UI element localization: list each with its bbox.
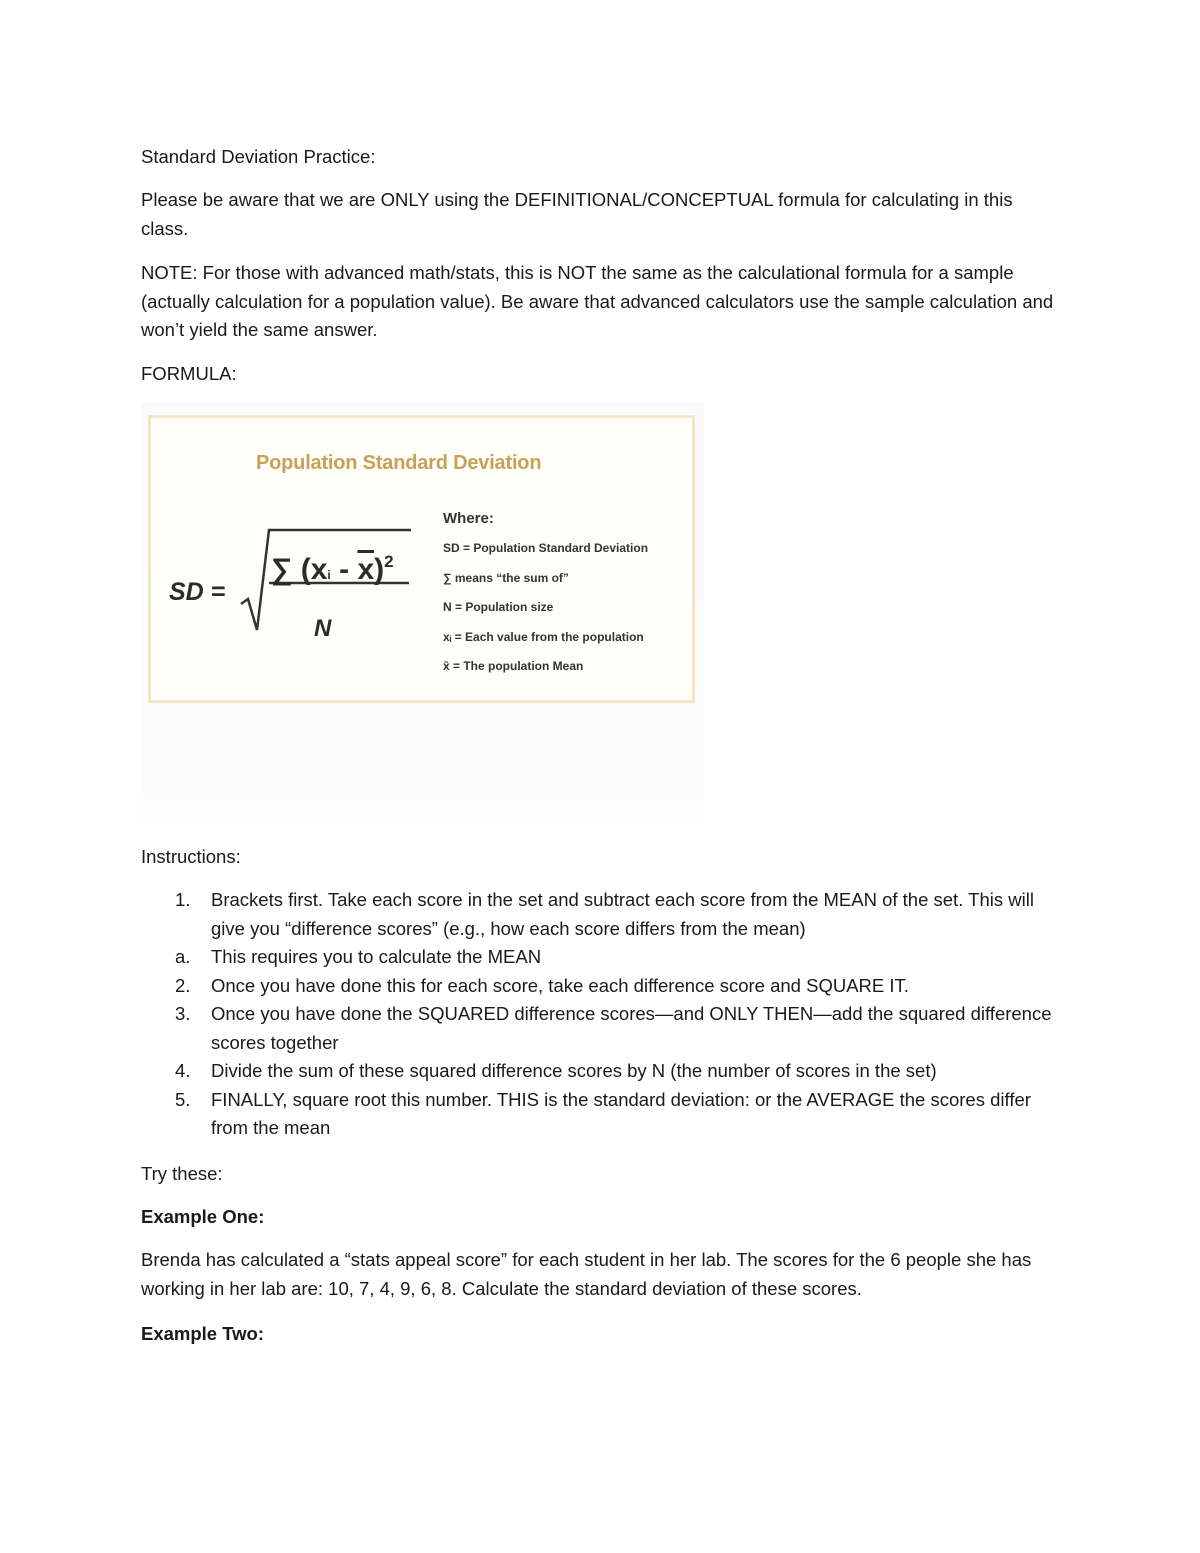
legend-item: x̄ = The population Mean <box>443 659 584 673</box>
legend-item: xᵢ = Each value from the population <box>443 629 644 644</box>
formula-denominator: N <box>314 615 332 642</box>
example-one-body: Brenda has calculated a “stats appeal score” for each student in her lab. The scores for the 6 people she has working in her lab are: 10, 7, 4, 9, 6, 8. Calculate the standard deviation of these scores. <box>141 1249 1032 1299</box>
sub-list-item <box>141 943 1061 972</box>
example-one-heading: Example One: <box>141 1206 265 1227</box>
sigma-symbol: ∑ <box>271 553 293 586</box>
legend-item: N = Population size <box>443 600 554 614</box>
legend-title: Where: <box>443 510 494 527</box>
list-text: Once you have done this for each score, take each difference score and SQUARE IT. <box>211 974 909 996</box>
formula-legend <box>443 510 648 682</box>
numerator-subscript: i <box>327 568 331 582</box>
list-number: 2. <box>175 974 191 996</box>
list-number: 5. <box>175 1088 191 1110</box>
numerator-open: (x <box>300 553 328 586</box>
list-item <box>141 1086 1061 1143</box>
list-number: 3. <box>175 1003 191 1024</box>
list-text: Once you have done the SQUARED difference scores—and ONLY THEN—add the squared difference scores together <box>211 1003 1052 1053</box>
list-number: 4. <box>175 1060 191 1081</box>
sub-list-letter: a. <box>175 946 191 967</box>
page-title: Standard Deviation Practice: <box>141 146 376 167</box>
instructions-label: Instructions: <box>141 846 241 867</box>
numerator-exponent: 2 <box>384 552 394 571</box>
formula-lhs: SD = <box>169 578 226 606</box>
example-two-heading: Example Two: <box>141 1323 265 1344</box>
formula-numerator <box>271 552 394 587</box>
list-text: Divide the sum of these squared difference scores by N (the number of scores in the set) <box>211 1060 937 1081</box>
formula-notice-paragraph: Please be aware that we are ONLY using the DEFINITIONAL/CONCEPTUAL formula for calculating in this class. <box>141 189 1013 239</box>
list-item <box>141 1057 1061 1086</box>
list-item <box>141 972 1061 1001</box>
numerator-close: ) <box>374 553 385 586</box>
formula-figure <box>141 403 704 823</box>
numerator-mean: $\overline{x}$ <box>357 553 375 586</box>
formula-card-title: Population Standard Deviation <box>256 452 542 474</box>
sub-list-text: This requires you to calculate the MEAN <box>211 946 542 967</box>
list-text: Brackets first. Take each score in the set and subtract each score from the MEAN of the set. This will give you “difference scores” (e.g., how each score differs from the mean) <box>211 889 1034 939</box>
list-item <box>141 886 1061 943</box>
instructions-list <box>141 886 1061 1143</box>
numerator-minus: - <box>330 553 358 586</box>
list-text: FINALLY, square root this number. THIS is the standard deviation: or the AVERAGE the scores differ from the mean <box>211 1088 1031 1138</box>
formula-label: FORMULA: <box>141 363 237 384</box>
list-number: 1. <box>175 889 191 910</box>
list-item <box>141 1000 1061 1057</box>
note-paragraph: NOTE: For those with advanced math/stats, this is NOT the same as the calculational formula for a sample (actually calculation for a population value). Be aware that advanced calculators use the sample calculation and won’t yield the same answer. <box>141 262 1054 340</box>
legend-item: SD = Population Standard Deviation <box>443 541 649 555</box>
formula-card <box>148 415 695 703</box>
legend-item: ∑ means “the sum of” <box>443 570 569 585</box>
try-these-label: Try these: <box>141 1163 223 1184</box>
